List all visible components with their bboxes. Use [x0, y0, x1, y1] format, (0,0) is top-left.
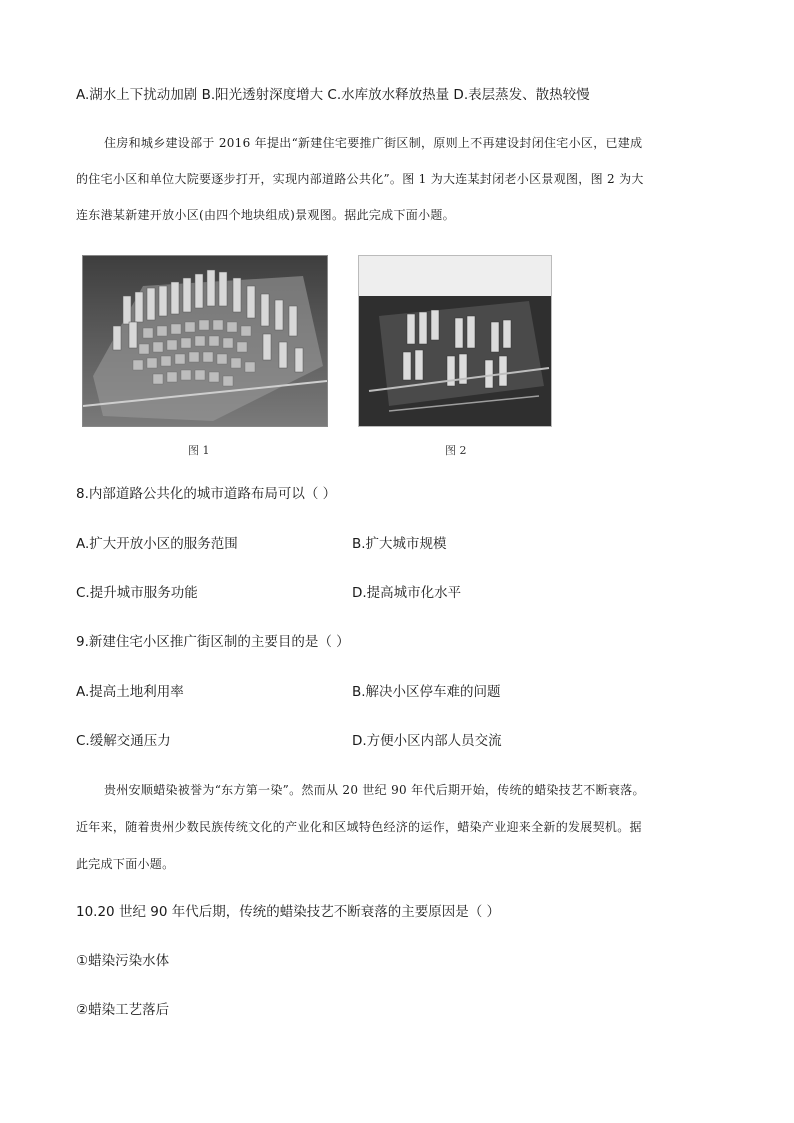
q9-option-a[interactable]: A.提高土地利用率 — [76, 684, 184, 700]
q10-stem: 10.20 世纪 90 年代后期，传统的蜡染技艺不断衰落的主要原因是（ ） — [76, 904, 500, 920]
q7-options: A.湖水上下扰动加剧 B.阳光透射深度增大 C.水库放水释放热量 D.表层蒸发、散热较慢 — [76, 87, 590, 103]
figure2-caption: 图 2 — [445, 444, 467, 457]
figure1-photo — [82, 255, 328, 427]
q8-option-a[interactable]: A.扩大开放小区的服务范围 — [76, 536, 238, 552]
q10-option-1[interactable]: ①蜡染污染水体 — [76, 953, 170, 969]
q10-option-2[interactable]: ②蜡染工艺落后 — [76, 1002, 170, 1018]
figure2-photo — [358, 255, 552, 427]
passage2-line2: 近年来，随着贵州少数民族传统文化的产业化和区域特色经济的运作，蜡染产业迎来全新的发展契机。据 — [76, 820, 642, 834]
q9-stem: 9.新建住宅小区推广街区制的主要目的是（ ） — [76, 634, 350, 650]
q8-option-b[interactable]: B.扩大城市规模 — [352, 536, 447, 552]
q8-stem: 8.内部道路公共化的城市道路布局可以（ ） — [76, 486, 337, 502]
passage2-line3: 此完成下面小题。 — [76, 857, 175, 871]
q9-option-b[interactable]: B.解决小区停车难的问题 — [352, 684, 501, 700]
figure1-caption: 图 1 — [188, 444, 210, 457]
passage1-line3: 连东港某新建开放小区(由四个地块组成)景观图。据此完成下面小题。 — [76, 208, 455, 222]
figure2-illustration — [359, 256, 551, 426]
passage2-line1: 贵州安顺蜡染被誉为“东方第一染”。然而从 20 世纪 90 年代后期开始，传统的蜡染技艺不断衰落。 — [104, 783, 645, 797]
passage1-line1: 住房和城乡建设部于 2016 年提出“新建住宅要推广街区制，原则上不再建设封闭住宅小区，已建成 — [104, 136, 643, 150]
q8-option-d[interactable]: D.提高城市化水平 — [352, 585, 462, 601]
figure1-illustration — [83, 256, 327, 426]
q9-option-d[interactable]: D.方便小区内部人员交流 — [352, 733, 502, 749]
q8-option-c[interactable]: C.提升城市服务功能 — [76, 585, 198, 601]
passage1-line2: 的住宅小区和单位大院要逐步打开，实现内部道路公共化”。图 1 为大连某封闭老小区景观图，图 2 为大 — [76, 172, 644, 186]
q9-option-c[interactable]: C.缓解交通压力 — [76, 733, 171, 749]
